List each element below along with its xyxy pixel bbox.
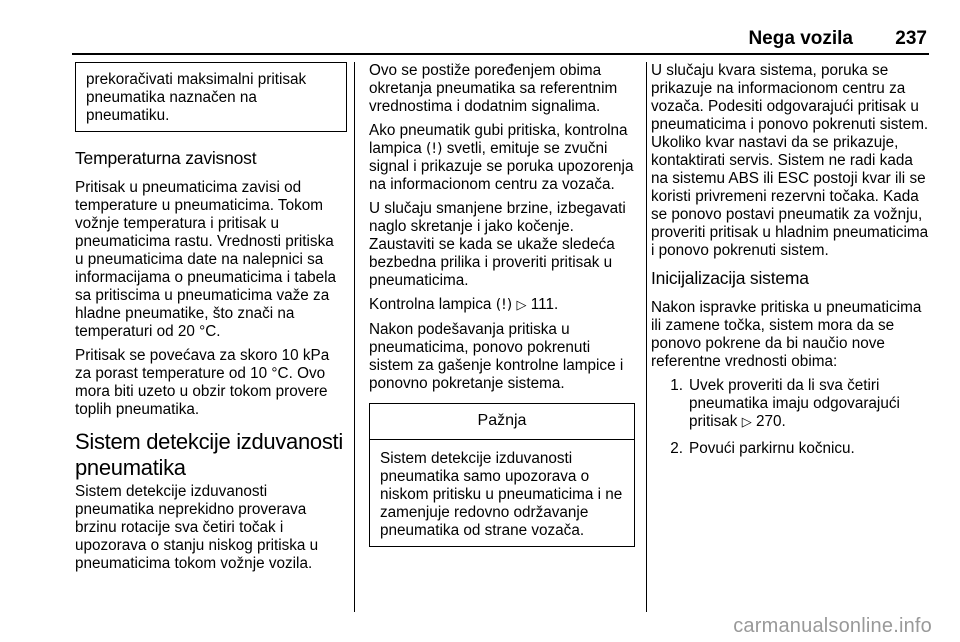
caution-text: Sistem detekcije izduvanosti pneumatika samo upozorava o niskom pritisku u pneumaticima i ne zamenjuje redovno održavanje pneumatika od strane vozača. <box>380 450 623 539</box>
page-reference-arrow-icon: ▷ <box>741 415 752 430</box>
list-item <box>651 377 933 432</box>
paragraph-after-adjustment: Nakon podešavanja pritiska u pneumaticima, ponovo pokrenuti sistem za gašenje kontrolne lampice i ponovno pokretanje sistema. <box>369 321 624 392</box>
page-number: 237 <box>895 28 927 49</box>
step-text: Povući parkirnu kočnicu. <box>689 440 855 457</box>
page-header <box>72 26 929 55</box>
tire-pressure-warning-icon: (!) <box>425 141 443 157</box>
section-title: Nega vozila <box>748 28 853 49</box>
page-reference-arrow-icon: ▷ <box>516 298 527 313</box>
note-box <box>75 62 347 132</box>
heading-detection-system: Sistem detekcije izduvanosti pneumatika <box>75 429 343 480</box>
initialization-steps <box>651 377 933 458</box>
column-1 <box>75 62 343 579</box>
paragraph-comparison: Ovo se postiže poređenjem obima okretanja pneumatika sa referentnim vrednostima i dodatnim signalima. <box>369 62 618 115</box>
paragraph-temperature-1: Pritisak u pneumaticima zavisi od temperature u pneumaticima. Tokom vožnje temperatura i pritisak u pneumaticima rastu. Vrednosti pritiska u pneumaticima date na nalepnici sa informacijama o pneumaticima i tabela sa pritiscima u pneumaticima važe za hladne pneumatike, što znači na temperaturi od 20 °C. <box>75 179 337 340</box>
heading-temperature: Temperaturna zavisnost <box>75 148 257 168</box>
list-item <box>651 440 933 458</box>
watermark: carmanualsonline.info <box>733 615 932 637</box>
column-divider-1 <box>354 62 355 612</box>
tire-pressure-warning-icon: (!) <box>495 297 513 313</box>
paragraph-pressure-loss: Ako pneumatik gubi pritiska, kontrolna lampica (!) svetli, emituje se zvučni signal i prikazuje se poruka upozorenja na informacionom centru za vozača. <box>369 122 634 193</box>
step-text: Uvek proveriti da li sva četiri pneumatika imaju odgovarajući pritisak ▷ 270. <box>689 377 900 430</box>
column-2 <box>369 62 635 547</box>
paragraph-system-fault: U slučaju kvara sistema, poruka se prikazuje na informacionom centru za vozača. Podesiti odgovarajući pritisak u pneumaticima i ponovo pokrenuti sistem. Ukoliko kvar nastavi da se prikazuje, kontaktirati servis. Sistem ne radi kada na sistemu ABS ili ESC postoji kvar ili se koristi privremeni rezervni točaka. Kada se ponovo postavi pneumatik za vožnju, proveriti pritisak u hladnim pneumaticima i ponovo pokrenuti sistem. <box>651 62 929 259</box>
column-divider-2 <box>646 62 647 612</box>
caution-body <box>370 440 634 546</box>
note-text: prekoračivati maksimalni pritisak pneumatika naznačen na pneumatiku. <box>86 71 307 124</box>
paragraph-reduced-speed: U slučaju smanjene brzine, izbegavati naglo skretanje i jako kočenje. Zaustaviti se kada se ukaže sledeća bezbedna prilika i proveriti pritisak u pneumaticima. <box>369 200 626 289</box>
column-3 <box>651 62 933 466</box>
paragraph-temperature-2: Pritisak se povećava za skoro 10 kPa za porast temperature od 10 °C. Ovo mora biti uzeto u obzir tokom provere toplih pneumatika. <box>75 347 330 418</box>
paragraph-initialization: Nakon ispravke pritiska u pneumaticima ili zamene točka, sistem mora da se ponovo pokrene da bi naučio nove referentne vrednosti obima: <box>651 299 922 370</box>
caution-title: Pažnja <box>370 404 634 440</box>
heading-initialization: Inicijalizacija sistema <box>651 268 809 288</box>
caution-box <box>369 403 635 547</box>
step-number: 2. <box>670 440 683 457</box>
step-number: 1. <box>670 377 683 394</box>
paragraph-detection-system: Sistem detekcije izduvanosti pneumatika neprekidno proverava brzinu rotacije sva četiri točak i upozorava o stanju niskog pritiska u pneumaticima tokom vožnje vozila. <box>75 483 319 572</box>
paragraph-warning-lamp-ref: Kontrolna lampica (!) ▷ 111. <box>369 296 559 313</box>
